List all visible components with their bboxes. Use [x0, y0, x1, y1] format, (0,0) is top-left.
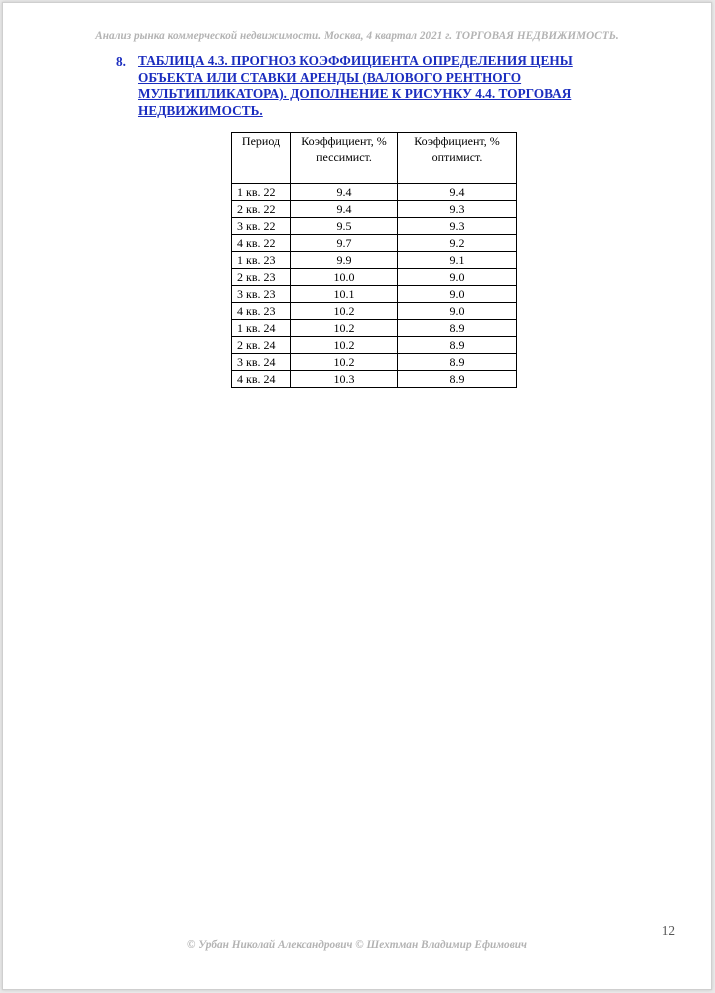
forecast-table: [231, 132, 517, 388]
optimistic-cell: 8.9: [398, 371, 517, 388]
period-cell: 1 кв. 23: [232, 252, 291, 269]
period-cell: 3 кв. 24: [232, 354, 291, 371]
period-cell: 4 кв. 22: [232, 235, 291, 252]
period-cell: 4 кв. 24: [232, 371, 291, 388]
optimistic-cell: 9.0: [398, 286, 517, 303]
pessimistic-cell: 10.0: [291, 269, 398, 286]
table-row: [232, 201, 517, 218]
table-row: [232, 218, 517, 235]
section-title-link[interactable]: ТАБЛИЦА 4.3. ПРОГНОЗ КОЭФФИЦИЕНТА ОПРЕДЕЛЕНИЯ ЦЕНЫ ОБЪЕКТА ИЛИ СТАВКИ АРЕНДЫ (ВАЛОВОГО РЕНТНОГО МУЛЬТИПЛИКАТОРА). ДОПОЛНЕНИЕ К РИСУНКУ 4.4. ТОРГОВАЯ НЕДВИЖИМОСТЬ.: [138, 53, 573, 118]
table-row: [232, 269, 517, 286]
optimistic-cell: 9.0: [398, 269, 517, 286]
table-row: [232, 252, 517, 269]
column-header-period: Период: [232, 133, 291, 184]
period-cell: 2 кв. 22: [232, 201, 291, 218]
copyright-footer: © Урбан Николай Александрович © Шехтман Владимир Ефимович: [187, 939, 527, 951]
pessimistic-cell: 10.2: [291, 320, 398, 337]
optimistic-cell: 9.3: [398, 218, 517, 235]
period-cell: 3 кв. 23: [232, 286, 291, 303]
section-heading[interactable]: [116, 53, 636, 119]
optimistic-cell: 8.9: [398, 337, 517, 354]
pessimistic-cell: 9.9: [291, 252, 398, 269]
optimistic-cell: 9.3: [398, 201, 517, 218]
table-row: [232, 286, 517, 303]
optimistic-cell: 9.1: [398, 252, 517, 269]
pessimistic-cell: 10.1: [291, 286, 398, 303]
pessimistic-cell: 9.4: [291, 184, 398, 201]
period-cell: 1 кв. 24: [232, 320, 291, 337]
optimistic-cell: 8.9: [398, 320, 517, 337]
table-row: [232, 184, 517, 201]
table-row: [232, 371, 517, 388]
table-row: [232, 235, 517, 252]
period-cell: 3 кв. 22: [232, 218, 291, 235]
page-number: 12: [661, 923, 675, 938]
column-header-optimistic: Коэффициент, % оптимист.: [398, 133, 517, 184]
column-header-pessimistic: Коэффициент, % пессимист.: [291, 133, 398, 184]
table-row: [232, 303, 517, 320]
optimistic-cell: 9.0: [398, 303, 517, 320]
period-cell: 1 кв. 22: [232, 184, 291, 201]
section-number: 8.: [116, 54, 126, 69]
period-cell: 2 кв. 23: [232, 269, 291, 286]
optimistic-cell: 9.2: [398, 235, 517, 252]
period-cell: 2 кв. 24: [232, 337, 291, 354]
table-header-row: [232, 133, 517, 184]
optimistic-cell: 9.4: [398, 184, 517, 201]
table-row: [232, 337, 517, 354]
optimistic-cell: 8.9: [398, 354, 517, 371]
table-row: [232, 354, 517, 371]
pessimistic-cell: 10.3: [291, 371, 398, 388]
running-header: Анализ рынка коммерческой недвижимости. Москва, 4 квартал 2021 г. ТОРГОВАЯ НЕДВИЖИМОСТЬ.: [95, 30, 619, 42]
table-row: [232, 320, 517, 337]
pessimistic-cell: 9.5: [291, 218, 398, 235]
pessimistic-cell: 10.2: [291, 337, 398, 354]
period-cell: 4 кв. 23: [232, 303, 291, 320]
pessimistic-cell: 10.2: [291, 354, 398, 371]
document-page: [2, 2, 712, 990]
pessimistic-cell: 10.2: [291, 303, 398, 320]
pessimistic-cell: 9.7: [291, 235, 398, 252]
pessimistic-cell: 9.4: [291, 201, 398, 218]
